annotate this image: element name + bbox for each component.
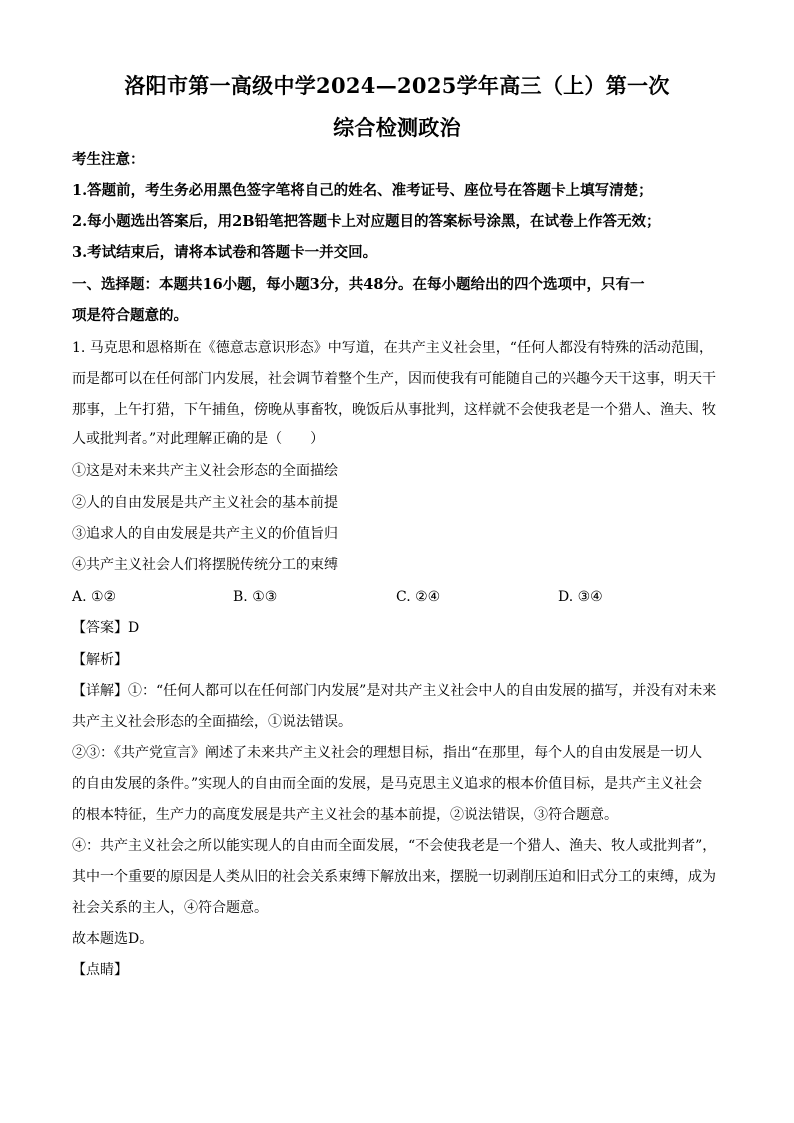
exam-subtitle: 综合检测政治 [333, 115, 461, 140]
option-a: A. ①② [72, 589, 117, 605]
option-d: D. ③④ [558, 589, 603, 605]
notice-heading: 考生注意： [72, 151, 145, 168]
notice-item: 1.答题前，考生务必用黑色签字笔将自己的姓名、准考证号、座位号在答题卡上填写清楚； [72, 182, 653, 199]
explanation-line: 【详解】①：“任何人都可以在任何部门内发展”是对共产主义社会中人的自由发展的描写，并没有对未来 [72, 683, 717, 699]
option-c: C. ②④ [396, 589, 441, 605]
exam-title: 洛阳市第一高级中学2024—2025学年高三（上）第一次 [124, 73, 670, 98]
explanation-line: 其中一个重要的原因是人类从旧的社会关系束缚下解放出来，摆脱一切剥削压迫和旧式分工的束缚，成为 [72, 869, 716, 885]
explanation-line: 的自由发展的条件。”实现人的自由而全面的发展，是马克思主义追求的根本价值目标，是共产主义社会 [72, 776, 703, 792]
question-statement: ②人的自由发展是共产主义社会的基本前提 [72, 495, 338, 511]
explanation-line: 共产主义社会形态的全面描绘，①说法错误。 [72, 714, 352, 730]
answer-line: 【答案】D [72, 620, 140, 636]
section-heading-continued: 项是符合题意的。 [72, 307, 188, 324]
section-heading: 一、选择题：本题共16小题，每小题3分，共48分。在每小题给出的四个选项中，只有一 [72, 276, 645, 293]
notice-item: 3.考试结束后，请将本试卷和答题卡一并交回。 [72, 244, 378, 261]
comment-label: 【点睛】 [72, 962, 128, 978]
question-stem-line: 那事，上午打猎，下午捕鱼，傍晚从事畜牧，晚饭后从事批判，这样就不会使我老是一个猎人、渔夫、牧 [72, 402, 716, 418]
explanation-line: 社会关系的主人，④符合题意。 [72, 900, 268, 916]
question-stem-line: 1. 马克思和恩格斯在《德意志意识形态》中写道，在共产主义社会里，“任何人都没有特殊的活动范围， [72, 340, 713, 356]
explanation-line: 的根本特征，生产力的高度发展是共产主义社会的基本前提，②说法错误，③符合题意。 [72, 807, 618, 823]
notice-item: 2.每小题选出答案后，用2B铅笔把答题卡上对应题目的答案标号涂黑，在试卷上作答无效； [72, 213, 661, 230]
explanation-line: ④：共产主义社会之所以能实现人的自由而全面发展，“不会使我老是一个猎人、渔夫、牧人或批判者”， [72, 838, 717, 854]
question-statement: ①这是对未来共产主义社会形态的全面描绘 [72, 463, 338, 479]
question-stem-line: 而是都可以在任何部门内发展，社会调节着整个生产，因而使我有可能随自己的兴趣今天干这事，明天干 [72, 371, 716, 387]
explanation-line: ②③：《共产党宣言》阐述了未来共产主义社会的理想目标，指出“在那里，每个人的自由发展是一切人 [72, 745, 703, 761]
option-b: B. ①③ [233, 589, 278, 605]
question-stem-line: 人或批判者。”对此理解正确的是（ ） [72, 431, 325, 447]
analysis-label: 【解析】 [72, 652, 128, 668]
explanation-line: 故本题选D。 [72, 931, 154, 947]
question-statement: ④共产主义社会人们将摆脱传统分工的束缚 [72, 557, 338, 573]
question-statement: ③追求人的自由发展是共产主义的价值旨归 [72, 526, 338, 542]
